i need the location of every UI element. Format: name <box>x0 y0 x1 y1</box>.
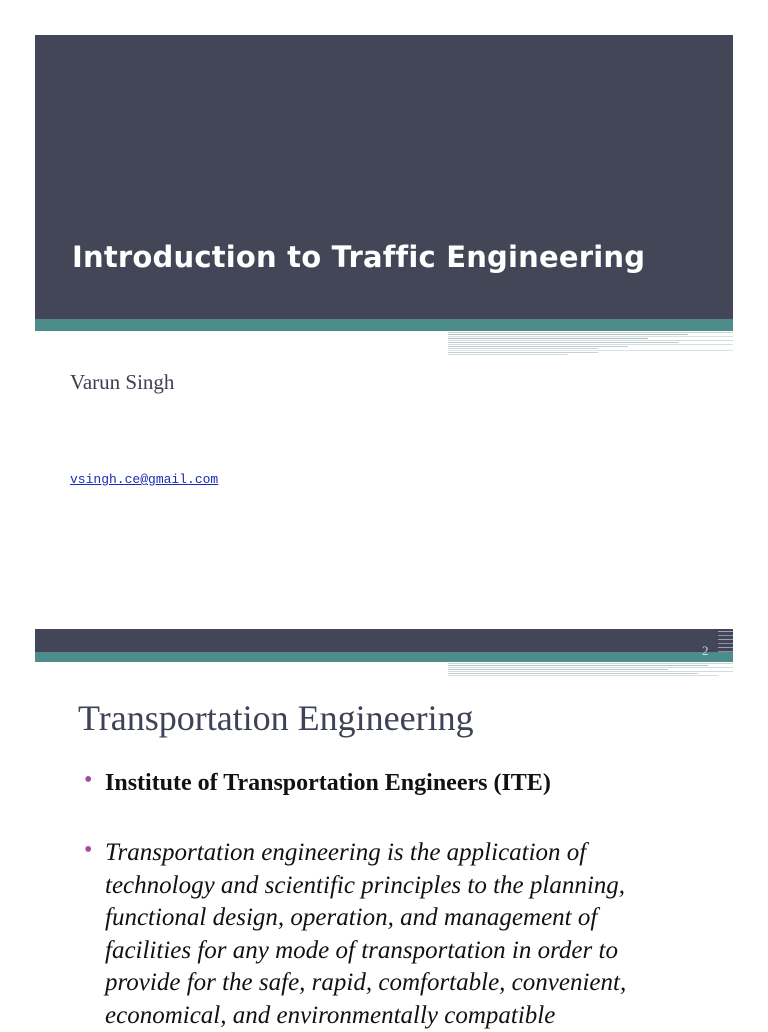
slide-page-number: 2 <box>702 643 709 658</box>
title-slide-accent-bar <box>35 319 733 331</box>
presentation-title: Introduction to Traffic Engineering <box>72 240 646 274</box>
title-slide-decorative-lines <box>448 331 733 357</box>
bullet-marker: • <box>84 837 93 863</box>
content-slide-decorative-lines <box>448 662 733 678</box>
decorative-line <box>448 344 733 345</box>
bullet-text: Transportation engineering is the application of technology and scientific principles to the planning, functional design, operation, and management of facilities for any mode of transportation in order to provide for the safe, rapid, comfortable, convenient, economical, and environmentally compatible <box>105 839 627 1029</box>
decorative-line <box>448 332 733 333</box>
decorative-line <box>448 340 733 341</box>
author-name: Varun Singh <box>70 370 175 394</box>
decorative-line <box>448 669 668 670</box>
decorative-line <box>448 346 628 347</box>
decorative-line <box>718 639 733 640</box>
bullet-text: Institute of Transportation Engineers (ITE) <box>105 770 551 796</box>
decorative-line <box>448 348 598 349</box>
content-slide-accent-bar <box>35 652 733 662</box>
content-slide-header-edge-lines <box>718 629 733 655</box>
decorative-line <box>718 651 733 652</box>
decorative-line <box>448 336 733 337</box>
decorative-line <box>718 631 733 632</box>
author-email-link[interactable]: vsingh.ce@gmail.com <box>70 472 219 487</box>
decorative-line <box>448 667 733 668</box>
title-slide-header <box>35 35 733 319</box>
decorative-line <box>448 675 718 676</box>
decorative-line <box>448 338 648 339</box>
decorative-line <box>718 647 733 648</box>
decorative-line <box>448 671 733 672</box>
decorative-line <box>718 635 733 636</box>
decorative-line <box>448 352 598 353</box>
decorative-line <box>448 354 568 355</box>
decorative-line <box>448 334 688 335</box>
bullet-item <box>84 767 684 800</box>
bullet-marker: • <box>84 767 93 793</box>
slide-title: Transportation Engineering <box>78 698 474 738</box>
decorative-line <box>448 663 733 664</box>
decorative-line <box>448 342 678 343</box>
decorative-line <box>448 350 733 351</box>
bullet-item <box>84 837 684 1032</box>
decorative-line <box>718 643 733 644</box>
decorative-line <box>448 665 708 666</box>
decorative-line <box>448 673 698 674</box>
